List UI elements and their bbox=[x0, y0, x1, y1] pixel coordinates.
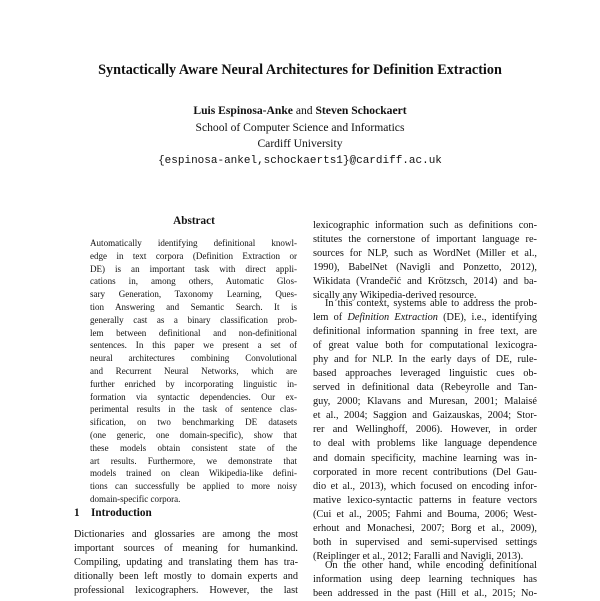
text-line: further enriched by incorporating linguistic in- bbox=[90, 378, 297, 389]
text-line: models trained on clean Wikipedia-like defini- bbox=[90, 468, 297, 479]
right-column-paragraph-1 bbox=[313, 219, 537, 303]
text-line: sically any Wikipedia-derived resource. bbox=[313, 290, 477, 302]
paragraph-line bbox=[313, 311, 537, 325]
text-line: important sources of meaning for humankind. bbox=[74, 543, 298, 555]
text-line: Dictionaries and glossaries are among the most bbox=[74, 529, 298, 540]
text-line: and domain specificity, machine learning was in- bbox=[313, 452, 537, 464]
paragraph-lines bbox=[313, 325, 537, 564]
text-line: guy, 2000; Klavans and Muresan, 2001; Malaisé bbox=[313, 396, 537, 408]
text-line: to deal with problems like language dependence bbox=[313, 438, 537, 450]
author-block bbox=[0, 103, 600, 169]
text-line: dio et al., 2013), which focused on encoding infor- bbox=[313, 480, 537, 492]
text-line: rer and Wellinghoff, 2006). However, in order bbox=[313, 424, 537, 436]
text-line: tions can successfully be applied to more noisy bbox=[90, 481, 297, 492]
text-line: On the other hand, while encoding definitional bbox=[325, 560, 537, 571]
text-line: stitutes the cornerstone of important language re- bbox=[313, 234, 537, 246]
university: Cardiff University bbox=[257, 137, 343, 150]
line-text: (DE), i.e., identifying bbox=[437, 312, 537, 324]
text-line: sentences. In this paper we present a set of bbox=[90, 340, 297, 351]
text-line: information using deep learning techniques has bbox=[313, 574, 537, 586]
text-line: tion Answering and Semantic Search. It is bbox=[90, 301, 297, 312]
right-column-paragraph-3 bbox=[313, 559, 537, 601]
text-line: Compiling, updating and translating them has tra- bbox=[74, 557, 298, 569]
text-line: and Recurrent Neural Networks, which are bbox=[90, 365, 297, 376]
section-title: Introduction bbox=[91, 507, 152, 519]
text-line: 1990), BabelNet (Navigli and Ponzetto, 2012), bbox=[313, 262, 537, 274]
text-line: (Cui et al., 2005; Fahmi and Bouma, 2006; West- bbox=[313, 508, 537, 520]
text-line: neural architectures combining Convolutional bbox=[90, 353, 297, 364]
author-conjunction: and bbox=[295, 104, 313, 117]
line-text: lem of bbox=[313, 312, 348, 324]
paper-title: Syntactically Aware Neural Architectures for Definition Extraction bbox=[98, 62, 502, 78]
text-line: lem between definitional and non-definitional bbox=[90, 327, 297, 338]
section-number: 1 bbox=[74, 507, 80, 519]
text-line: professional lexicographers. However, the last bbox=[74, 585, 298, 597]
text-line: et al., 2004; Saggion and Gaizauskas, 2004; Stor- bbox=[313, 410, 537, 422]
author-1: Luis Espinosa-Anke bbox=[193, 104, 293, 117]
affiliation: School of Computer Science and Informatics bbox=[195, 120, 405, 134]
paragraph-line: In this context, systems able to address the prob- bbox=[325, 298, 537, 309]
text-line: DE) is an important task with direct appli- bbox=[90, 263, 297, 274]
text-line: both in supervised and semi-supervised settings bbox=[313, 536, 537, 548]
section-heading-introduction bbox=[74, 507, 152, 519]
author-email: {espinosa-ankel,schockaerts1}@cardiff.ac.uk bbox=[158, 154, 442, 167]
right-column-paragraph-2 bbox=[313, 297, 537, 564]
term-emphasis: Definition Extraction bbox=[347, 312, 438, 324]
text-line: generally cast as a binary classification prob- bbox=[90, 314, 297, 325]
text-line: based approaches leveraged linguistic cues ob- bbox=[313, 368, 537, 380]
text-line: erhout and Monachesi, 2007; Borg et al., 2009), bbox=[313, 522, 537, 534]
text-line: perimental results in the task of sentence clas- bbox=[90, 404, 297, 415]
author-2: Steven Schockaert bbox=[315, 104, 407, 117]
text-line: these models obtain consistent state of the bbox=[90, 442, 297, 453]
text-line: formation via syntactic dependencies. Our ex- bbox=[90, 391, 297, 402]
text-line: Automatically identifying definitional knowl- bbox=[90, 238, 297, 248]
text-line: been addressed in the past (Hill et al., 2015; No- bbox=[313, 588, 537, 600]
text-line: cations in, among others, Automatic Glos- bbox=[90, 276, 297, 287]
text-line: definitional information spanning in free text, are bbox=[313, 326, 537, 338]
text-line: corporated in more recent contributions (Del Gau- bbox=[313, 466, 537, 478]
text-line: of great value both for computational lexicogra- bbox=[313, 340, 537, 352]
abstract-heading: Abstract bbox=[173, 215, 215, 227]
text-line: sary Generation, Taxonomy Learning, Ques- bbox=[90, 289, 297, 300]
text-line: ditionally been left mostly to domain experts and bbox=[74, 571, 298, 583]
text-line: served in definitional data (Rebeyrolle and Tan- bbox=[313, 382, 537, 394]
text-line: lexicographic information such as definitions con- bbox=[313, 220, 537, 231]
text-line: mative lexico-syntactic patterns in feature vectors bbox=[313, 494, 537, 506]
text-line: Wikidata (Vrandečić and Krötzsch, 2014) and ba- bbox=[313, 276, 537, 288]
text-line: sification, on two benchmarking DE datasets bbox=[90, 417, 297, 428]
abstract-body bbox=[90, 237, 297, 506]
text-line: domain-specific corpora. bbox=[90, 493, 181, 504]
author-names bbox=[0, 103, 600, 120]
text-line: edge in text corpora (Definition Extraction or bbox=[90, 250, 297, 261]
text-line: art results. Furthermore, we demonstrate that bbox=[90, 455, 297, 466]
introduction-paragraph bbox=[74, 528, 298, 598]
text-line: (Reiplinger et al., 2012; Faralli and Navigli, 2013). bbox=[313, 550, 524, 562]
text-line: sources for NLP, such as WordNet (Miller et al., bbox=[313, 248, 537, 260]
text-line: (one generic, one domain-specific), show that bbox=[90, 429, 297, 440]
text-line: phy and for NLP. In the early days of DE, rule- bbox=[313, 354, 537, 366]
